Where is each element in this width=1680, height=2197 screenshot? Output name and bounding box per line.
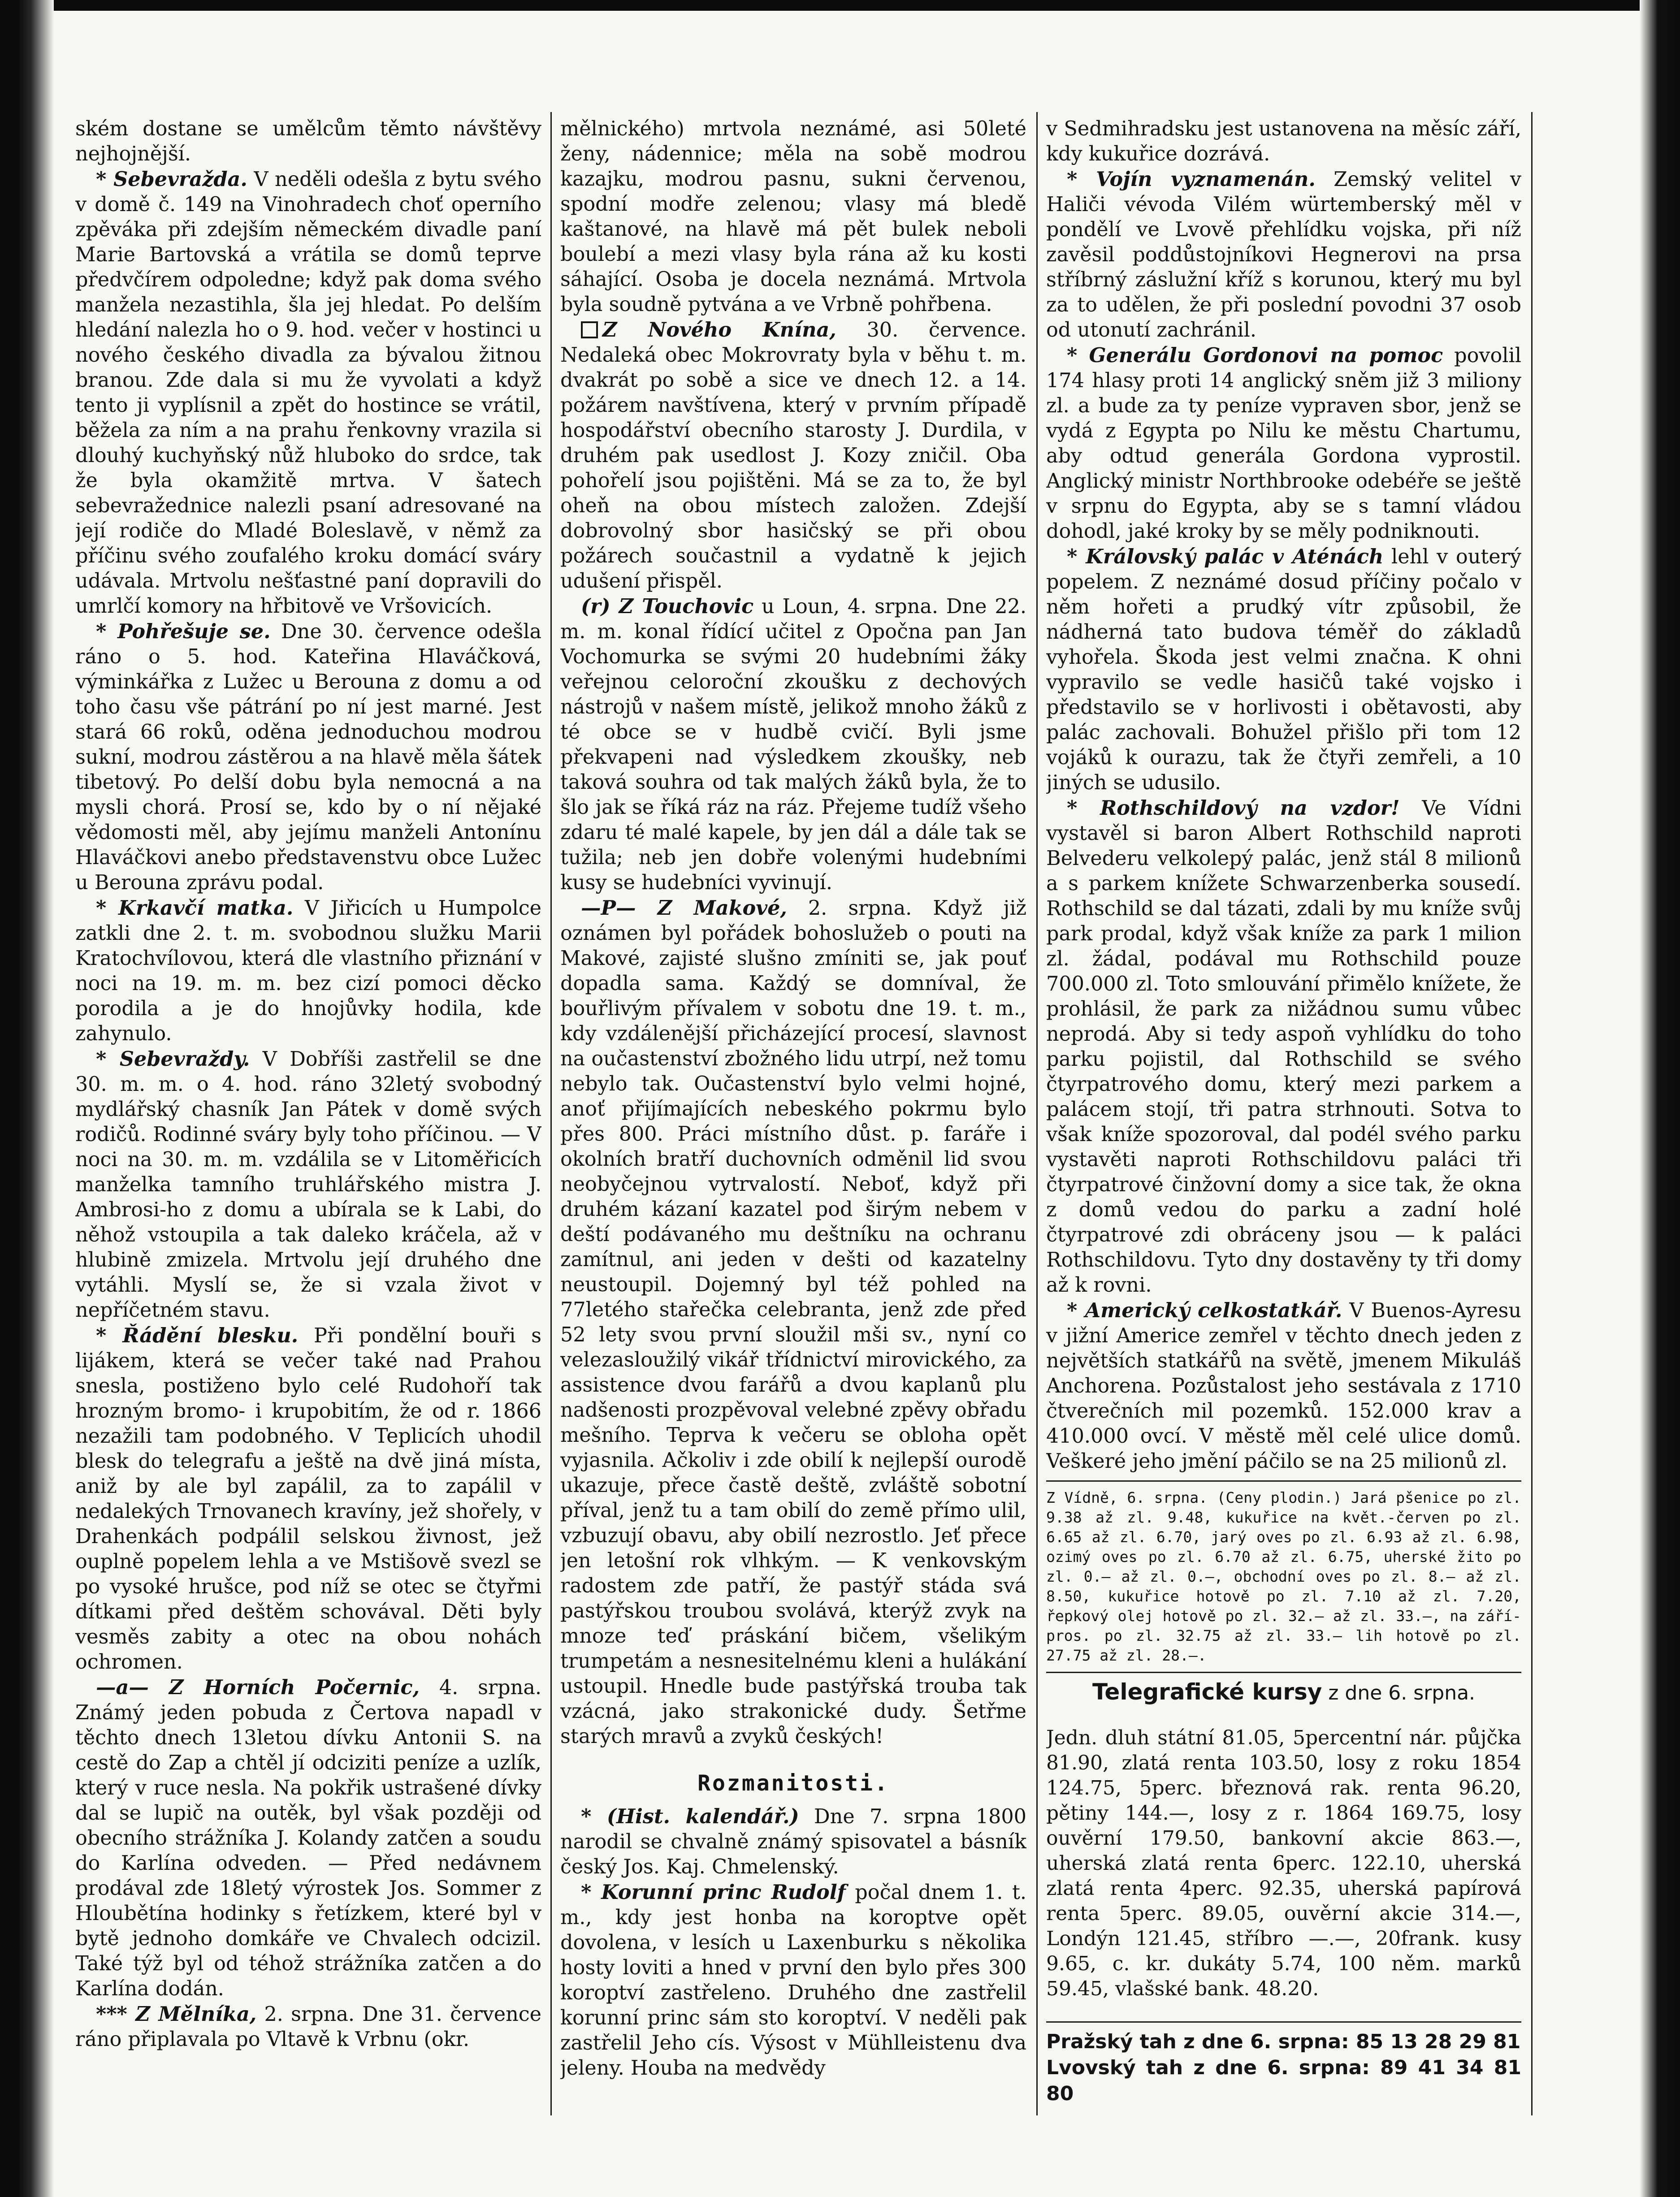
column-1 xyxy=(75,117,541,2115)
lottery-lvov: Lvovský tah z dne 6. srpna: 89 41 34 81 80 xyxy=(1046,2056,1521,2105)
article-text: ském dostane se umělcům těmto návštěvy nejhojnější. xyxy=(75,117,541,165)
article-paragraph xyxy=(560,1804,1026,1880)
article-text: lehl v outerý popelem. Z neznámé dosud příčiny počalo v něm hořeti a prudký vítr způsobil, že nádherná tato budova téměř do základů vyhořela. Škoda jest velmi značna. K ohni vypravilo se vedle hasičů také vojsko i představilo se v horlivosti i obětavosti, aby palác zachovali. Bohužel přišlo při tom 12 vojáků k ourazu, tak že čtyři zemřeli, a 10 jiných se udusilo. xyxy=(1046,545,1521,794)
article-text: v Sedmihradsku jest ustanovena na měsíc září, kdy kukuřice dozrává. xyxy=(1046,117,1521,165)
column-rule xyxy=(1531,112,1533,2115)
article-lead: * (Hist. kalendář.) xyxy=(581,1805,799,1828)
market-prices: Z Vídně, 6. srpna. (Ceny plodin.) Jará pšenice po zl. 9.38 až zl. 9.48, kukuřice na květ.-červen po zl. 6.65 až zl. 6.70, jarý oves po zl. 6.93 až zl. 6.98, ozimý oves po zl. 6.70 až zl. 6.75, uherské žito po zl. 0.— až zl. 0.—, obchodní oves po zl. 8.— až zl. 8.50, kukuřice hotově po zl. 7.10 až zl. 7.20, řepkový olej hotově po zl. 32.— až zl. 33.—, na září-pros. po zl. 32.75 až zl. 33.— lih hotově po zl. 27.75 až zl. 28.—. xyxy=(1046,1489,1521,1664)
column-rule xyxy=(550,112,552,2115)
article-paragraph xyxy=(1046,544,1521,796)
column-3 xyxy=(1046,117,1521,2115)
article-text: mělnického) mrtvola neznámé, asi 50leté ženy, nádennice; měla na sobě modrou kazajku, modrou pasnu, sukni červenou, spodní modře zelenou; vlasy má bledě kaštanové, na hlavě má pět bulek neboli boulebí a mezi vlasy byla rána až ku kosti sáhající. Osoba je docela neznámá. Mrtvola byla soudně pytvána a ve Vrbně pohřbena. xyxy=(560,117,1026,316)
article-text: Zemský velitel v Haliči vévoda Vilém würtemberský měl v pondělí ve Lvově přehlídku vojska, při níž zavěsil poddůstojníkovi Hegnerovi na prsa stříbrný záslužní kříž s korunou, který mu byl za to udělen, že při poslední povodni 37 osob od utonutí zachránil. xyxy=(1046,168,1521,342)
article-paragraph xyxy=(1046,1298,1521,1474)
column-2-articles xyxy=(560,117,1026,1749)
article-lead: * Sebevraždy. xyxy=(96,1047,250,1071)
article-text: 2. srpna. Když již oznámen byl pořádek bohoslužeb o pouti na Makové, zajisté slušno zmíniti se, jak pouť dopadla sama. Každý se domníval, že bouřlivým přívalem v sobotu dne 19. t. m., kdy vzdálenější přicházející procesí, slavnost na oučastenství zbožného lidu utrpí, než tomu nebylo tak. Oučastenství bylo velmi hojné, anoť přijímajících nebeského pokrmu bylo přes 800. Práci místního důst. p. faráře i okolních bratří duchovních odměnil lid svou neobyčejnou vytrvalostí. Neboť, když při druhém kázaní kazatel pod širým nebem v deští podávaného mu deštníku na ochranu zamítnul, ani jeden v dešti od kazatelny neustoupil. Dojemný byl též pohled na 77letého stařečka celebranta, jenž zde před 52 lety svou první sloužil mši sv., nyní co velezasloužilý vikář třídnictví mirovického, za assistence dvou farářů a dvou kaplanů plu nadšenosti prozpěvoval velebné zpěvy obřadu mešního. Teprva k večeru se obloha opět vyjasnila. Ačkoliv i zde obilí k nejlepší ourodě ukazuje, přece častě deště, zvláště sobotní příval, jenž tu a tam obilí do země přímo ulil, vzbuzují obavu, aby obilí nezrostlo. Jeť přece jen letošní rok vlhkým. — K venkovským radostem zde patří, že pastýř stáda svá pastýřskou troubou svolává, kterýž zvyk na mnoze teď práskání bičem, všelikým trumpetám a nesnesitelnému kleni a hulákání ustoupil. Hnedle bude pastýřská trouba tak vzácná, jako strakonické dudy. Šetřme starých mravů a zvyků českých! xyxy=(560,897,1026,1748)
article-text: u Loun, 4. srpna. Dne 22. m. m. konal řídící učitel z Opočna pan Jan Vochomurka se svými 20 hudebními žáky veřejnou celoroční zkoušku z dechových nástrojů v našem místě, jelikož mnoho žáků z té obce se v hudbě cvičí. Byli jsme překvapeni nad výsledkem zkoušky, neb taková souhra od tak malých žáků byla, že to šlo jak se říká ráz na ráz. Přejeme tudíž všeho zdaru té malé kapele, by jen dál a dále tak se tužila; neb jen dobře volenými hudebními kusy se hudebníci vyvinují. xyxy=(560,595,1026,894)
scan-edge-top xyxy=(0,0,1680,11)
article-paragraph xyxy=(75,2002,541,2052)
article-paragraph xyxy=(75,1047,541,1323)
article-text: V Buenos-Ayresu v jižní Americe zemřel v těchto dnech jeden z největších statkářů na světě, jmenem Mikuláš Anchorena. Pozůstalost jeho sestávala z 1710 čtverečních mil pozemků. 152.000 krav a 410.000 ovcí. V městě měl celé ulice domů. Veškeré jeho jmění páčilo se na 25 milionů zl. xyxy=(1046,1299,1521,1473)
column-2-rozmanitosti xyxy=(560,1804,1026,2081)
telegraf-heading xyxy=(1046,1679,1521,1706)
article-text: V Jiřicích u Humpolce zatkli dne 2. t. m. svobodnou služku Marii Kratochvílovou, která dle vlastního přiznání v noci na 19. m. m. bez cizí pomoci děcko porodila a je do hnojůvky hodila, kde zahynulo. xyxy=(75,897,541,1045)
article-lead: * Sebevražda. xyxy=(96,168,247,191)
column-rule xyxy=(1036,112,1038,2115)
article-text: Dne 7. srpna 1800 narodil se chvalně známý spisovatel a básník český Jos. Kaj. Chmelenský. xyxy=(560,1805,1026,1878)
article-text: počal dnem 1. t. m., kdy jest honba na koroptve opět dovolena, v lesích u Laxenburku s několika hosty loviti a hned v první den bylo přes 300 koroptví zastřeleno. Druhého dne zastřelil korunní princ sám sto koroptví. V neděli pak zastřelil Jeho cís. Výsost v Mühlleistenu dva jeleny. Houba na medvědy xyxy=(560,1881,1026,2080)
divider xyxy=(1046,1672,1521,1673)
article-text: Dne 30. července odešla ráno o 5. hod. Kateřina Hlaváčková, výminkářka z Lužec u Berouna z domu a od toho času vše pátrání po ní jest marné. Jest stará 66 roků, oděna jednoduchou modrou sukní, modrou zástěrou a na hlavě měla šátek tibetový. Po delší dobu byla nemocná a na mysli chorá. Prosí se, kdo by o ní nějaké vědomosti měl, aby jejímu manželi Antonínu Hlaváčkovi anebo představenstvu obce Lužec u Berouna zprávu podal. xyxy=(75,620,541,894)
article-lead: —P— Z Makové, xyxy=(581,896,787,920)
article-lead: * Řádění blesku. xyxy=(96,1324,299,1347)
article-paragraph xyxy=(1046,796,1521,1298)
article-lead: * Rothschildový na vzdor! xyxy=(1067,796,1400,820)
column-3-articles xyxy=(1046,117,1521,1474)
article-text: V neděli odešla z bytu svého v domě č. 149 na Vinohradech choť operního zpěváka při zdejším německém divadle paní Marie Bartovská a vrátila se domů teprve předvčírem odpoledne; když pak doma svého manžela nezastihla, šla jej hledat. Po delším hledání nalezla ho o 9. hod. večer v hostinci u nového českého divadla za bývalou žitnou branou. Zde dala si mu že vyvolati a když tento ji vyplísnil a zpět do hostince se vrátil, běžela za ním a na prahu řenkovny vrazila si dlouhý kuchyňský nůž hluboko do srdce, tak že byla okamžitě mrtva. V šatech sebevražednice nalezli psaní adresované na její rodiče do Mladé Boleslavě, v němž za příčinu svého zoufalého kroku domácí sváry udávala. Mrtvolu nešťastné paní dopravili do umrlčí komory na hřbitově ve Vršovicích. xyxy=(75,168,541,618)
article-lead: * Královský palác v Aténách xyxy=(1067,545,1384,568)
divider xyxy=(1046,2021,1521,2023)
lottery-prague: Pražský tah z dne 6. srpna: 85 13 28 29 81 xyxy=(1046,2030,1521,2053)
telegraf-rates: Jedn. dluh státní 81.05, 5percentní nár. půjčka 81.90, zlatá renta 103.50, losy z roku 1854 124.75, 5perc. březnová rak. renta 96.20, pětiny 144.—, losy z r. 1864 169.75, losy ouvěrní 179.50, bankovní akcie 863.—, uherská zlatá renta 6perc. 122.10, uherská zlatá renta 4perc. 92.35, uherská papírová renta 5perc. 89.05, ouvěrní akcie 314.—, Londýn 121.45, stříbro —.—, 20frank. kusy 9.65, c. kr. dukáty 5.74, 100 něm. marků 59.45, vlašské bank. 48.20. xyxy=(1046,1726,1521,2000)
article-lead: * Generálu Gordonovi na pomoc xyxy=(1067,344,1443,367)
article-lead: *** Z Mělníka, xyxy=(96,2002,257,2026)
article-lead: * Korunní princ Rudolf xyxy=(581,1881,846,1904)
article-paragraph xyxy=(75,895,541,1047)
telegraf-title: Telegrafické kursy xyxy=(1092,1679,1322,1705)
article-text: 30. července. Nedaleká obec Mokrovraty byla v běhu t. m. dvakrát po sobě a sice ve dnech 12. a 14. požárem navštívena, který v prvním případě hospodářství obecního starosty J. Durdila, v druhém pak usedlost J. Kozy zničil. Oba pohořelí jsou pojištěni. Má se za to, že byl oheň na obou místech založen. Zdejší dobrovolný sbor hasičský se při obou požárech součastnil a vydatně k jejich udušení přispěl. xyxy=(560,319,1026,592)
article-lead: —a— Z Horních Počernic, xyxy=(96,1676,420,1699)
article-paragraph xyxy=(560,895,1026,1749)
article-paragraph xyxy=(560,317,1026,594)
article-paragraph xyxy=(560,1880,1026,2081)
article-lead: (r) Z Touchovic xyxy=(581,595,754,618)
scan-edge-right xyxy=(1640,0,1680,2197)
article-paragraph xyxy=(75,1675,541,2002)
newspaper-page xyxy=(75,117,1626,2160)
article-text: 2. srpna. Dne 31. července ráno připlavala po Vltavě k Vrbnu (okr. xyxy=(75,2003,541,2051)
article-paragraph xyxy=(75,167,541,619)
box-mark-icon xyxy=(581,321,598,338)
article-paragraph xyxy=(1046,167,1521,343)
article-paragraph xyxy=(560,117,1026,317)
article-paragraph xyxy=(75,1323,541,1675)
article-lead: * Krkavčí matka. xyxy=(96,896,294,920)
article-text: povolil 174 hlasy proti 14 anglický sněm již 3 miliony zl. a bude za ty peníze vypraven sbor, jenž se vydá z Egypta po Nilu ke městu Chartumu, aby odtud generála Gordona vyprostil. Anglický ministr Northbrooke odebéře se ještě v srpnu do Egypta, aby se s tamní vládou dohodl, jaké kroky by se měly podniknouti. xyxy=(1046,344,1521,543)
article-paragraph xyxy=(560,594,1026,895)
article-lead: * Americký celkostatkář. xyxy=(1067,1299,1342,1322)
article-text: Při pondělní bouři s lijákem, která se večer také nad Prahou snesla, postiženo bylo celé Rudohoří tak hrozným bromo- i krupobitím, že od r. 1866 nezažili tam podobného. V Teplicích uhodil blesk do telegrafu a ještě na dvě jiná místa, aniž by ale byl zapálil, za to zapálil v nedalekých Trnovanech kravíny, jež shořely, v Drahenkách podpálil selskou živnost, jež ouplně popelem lehla a ve Mstišově svezl se po vysoké hrušce, pod níž se otec se čtyřmi dítkami před deštěm schovával. Děti byly vesměs zabity a otec na obou nohách ochromen. xyxy=(75,1324,541,1674)
article-lead: * Vojín vyznamenán. xyxy=(1067,168,1316,191)
article-lead: * Pohřešuje se. xyxy=(96,620,271,643)
section-title: Rozmanitosti. xyxy=(697,1771,889,1796)
article-paragraph xyxy=(1046,343,1521,544)
article-text: Ve Vídni vystavěl si baron Albert Rothschild naproti Belvederu velkolepý palác, jenž stál 8 milionů a s parkem knížete Schwarzenberka sousedí. Rothschild se dal tázati, zdali by mu kníže svůj park prodal, když však kníže za park 1 milion zl. žádal, podával mu Rothschild pouze 700.000 zl. Toto smlouvání přimělo knížete, že prohlásil, že park za nižádnou sumu vůbec neprodá. Aby si tedy aspoň vyhlídku do toho parku pojistil, dal Rothschild se svého čtyrpatrového domu, který mezi parkem a palácem stojí, tři patra strhnouti. Sotva to však kníže spozoroval, dal podél svého parku vystavěti naproti Rothschildovu paláci tři čtyrpatrové činžovní domy a sice tak, že okna z domů vedou do parku a zadní holé čtyrpatrové zdi obráceny jsou — k paláci Rothschildovu. Tyto dny dostavěny ty tři domy až k rovni. xyxy=(1046,797,1521,1297)
scan-edge-left xyxy=(0,0,54,2197)
telegraf-date: z dne 6. srpna. xyxy=(1322,1682,1476,1704)
article-paragraph xyxy=(1046,117,1521,167)
article-text: V Dobříši zastřelil se dne 30. m. m. o 4. hod. ráno 32letý svobodný mydlářský chasník Jan Pátek v domě svých rodičů. Rodinné sváry byly toho příčinou. — V noci na 30. m. m. vzdálila se v Litoměřicích manželka tamního truhlářského mistra J. Ambrosi-ho z domu a ubírala se k Labi, do něhož vstoupila a tak daleko kráčela, až v hlubině zmizela. Mrtvolu její druhého dne vytáhli. Myslí se, že si vzala život v nepříčetném stavu. xyxy=(75,1048,541,1322)
article-lead: Z Nového Knína, xyxy=(602,318,836,342)
divider xyxy=(1046,1480,1521,1482)
article-text: 4. srpna. Známý jeden pobuda z Čertova napadl v těchto dnech 13letou dívku Antonii S. na cestě do Zap a chtěl jí odciziti peníze a uzlík, který v ruce nesla. Na pokřik ustrašené dívky dal se lupič na outěk, byl však později od obecního strážníka J. Kolandy zatčen a soudu do Karlína odveden. — Před nedávnem prodával zde 18letý výrostek Jos. Sommer z Hloubětína hodinky s řetízkem, které byl v bytě jednoho domkáře ve Chvalech odcizil. Také týž byl od téhož strážníka zatčen a do Karlína dodán. xyxy=(75,1676,541,2000)
article-paragraph xyxy=(75,117,541,167)
column-2 xyxy=(560,117,1026,2115)
article-paragraph xyxy=(75,619,541,895)
